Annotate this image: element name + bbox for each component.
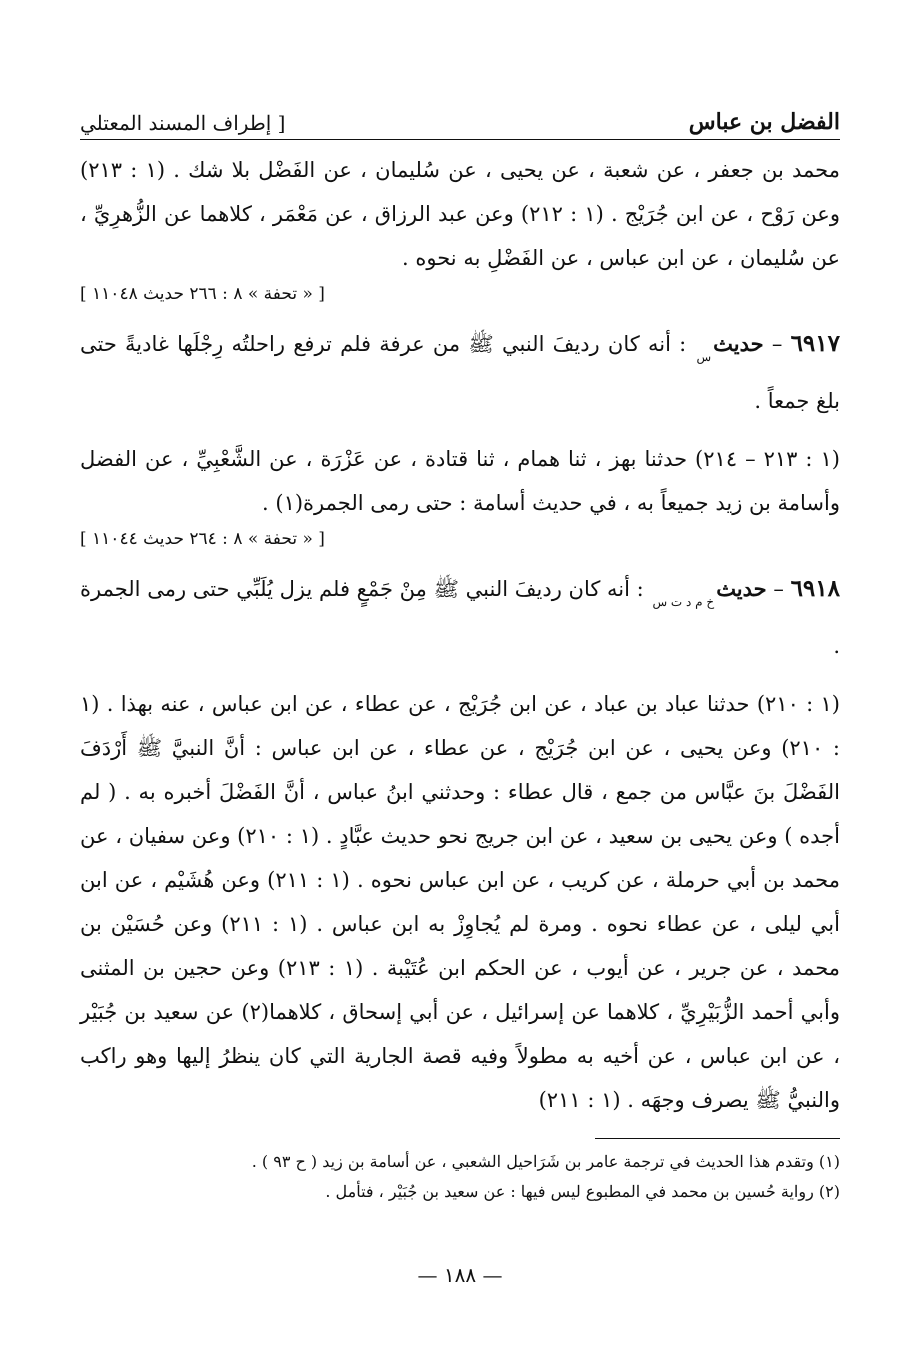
footnote-1: (١) وتقدم هذا الحديث في ترجمة عامر بن شَرَاحيل الشعبي ، عن أسامة بن زيد ( ح ٩٣ ) . [251,1152,840,1171]
footnote-divider [595,1138,840,1139]
hadith-number: ٦٩١٧ [790,330,840,357]
book-title: [ إطراف المسند المعتلي [80,111,286,135]
document-page [80,95,840,1207]
source-sigla: س [696,350,712,364]
footnote-2: (٢) رواية حُسين بن محمد في المطبوع ليس فيها : عن سعيد بن جُبَيْر ، فتأمل . [325,1182,840,1201]
hadith-6918 [80,567,840,668]
source-sigla: خ م د ت س [652,595,715,609]
isnad-paragraph: (١ : ٢١٣ – ٢١٤) حدثنا بهز ، ثنا همام ، ثنا قتادة ، عن عَزْرَة ، عن الشَّعْبِيِّ ، عن الفضل وأسامة بن زيد جميعاً به ، في حديث أسامة : حتى رمى الجمرة(١) . [80,447,840,515]
hadith-label: حديث [713,331,764,356]
dash: – [771,332,783,356]
tuhfa-reference: [ « تحفة » ٨ : ٢٦٤ حديث ١١٠٤٤ ] [80,529,325,549]
tuhfa-reference: [ « تحفة » ٨ : ٢٦٦ حديث ١١٠٤٨ ] [80,284,325,304]
running-header [80,95,840,140]
page-number: — ١٨٨ — [417,1263,503,1287]
hadith-number: ٦٩١٨ [790,575,840,602]
dash: – [773,577,784,601]
chapter-title: الفضل بن عباس [688,109,840,135]
hadith-text: : أنه كان رديفَ النبي ﷺ من عرفة فلم ترفع راحلتُه رِجْلَها غاديةً حتى بلغ جمعاً . [80,332,840,413]
isnad-paragraph: (١ : ٢١٠) حدثنا عباد بن عباد ، عن ابن جُرَيْج ، عن عطاء ، عن ابن عباس ، عنه بهذا . (١ : ٢١٠) وعن يحيى ، عن ابن جُرَيْج ، عن عطاء ، عن ابن عباس : أنَّ النبيَّ ﷺ أَرْدَفَ الفَضْلَ بنَ عبَّاس من جمع ، قال عطاء : وحدثني ابنُ عباس ، أنَّ الفَضْلَ أخبره به . ( لم أجده ) وعن يحيى بن سعيد ، عن ابن جريج نحو حديث عبَّادٍ . (١ : ٢١٠) وعن سفيان ، عن محمد بن أبي حرملة ، عن كريب ، عن ابن عباس نحوه . (١ : ٢١١) وعن هُشَيْم ، عن ابن أبي ليلى ، عن عطاء نحوه . ومرة لم يُجاوِزْ به ابن عباس . (١ : ٢١١) وعن حُسَيْن بن محمد ، عن جرير ، عن أيوب ، عن الحكم ابن عُتَيْبة . (١ : ٢١٣) وعن حجين بن المثنى وأبي أحمد الزُّبَيْرِيِّ ، كلاهما عن إسرائيل ، عن أبي إسحاق ، كلاهما(٢) عن سعيد بن جُبَيْر ، عن ابن عباس ، عن أخيه به مطولاً وفيه قصة الجارية التي كان ينظرُ إليها وهو راكب والنبيُّ ﷺ يصرف وجهَه . (١ : ٢١١) [80,692,841,1112]
continuation-paragraph: محمد بن جعفر ، عن شعبة ، عن يحيى ، عن سُليمان ، عن الفَضْل بلا شك . (١ : ٢١٣) وعن رَوْح ، عن ابن جُرَيْج . (١ : ٢١٢) وعن عبد الرزاق ، عن مَعْمَر ، كلاهما عن الزُّهرِيِّ ، عن سُليمان ، عن ابن عباس ، عن الفَضْلِ به نحوه . [80,158,840,270]
hadith-6917 [80,322,840,423]
hadith-label: حديث [716,576,767,601]
hadith-text: : أنه كان رديفَ النبي ﷺ مِنْ جَمْعٍ فلم يزل يُلَبِّي حتى رمى الجمرة . [80,577,840,658]
